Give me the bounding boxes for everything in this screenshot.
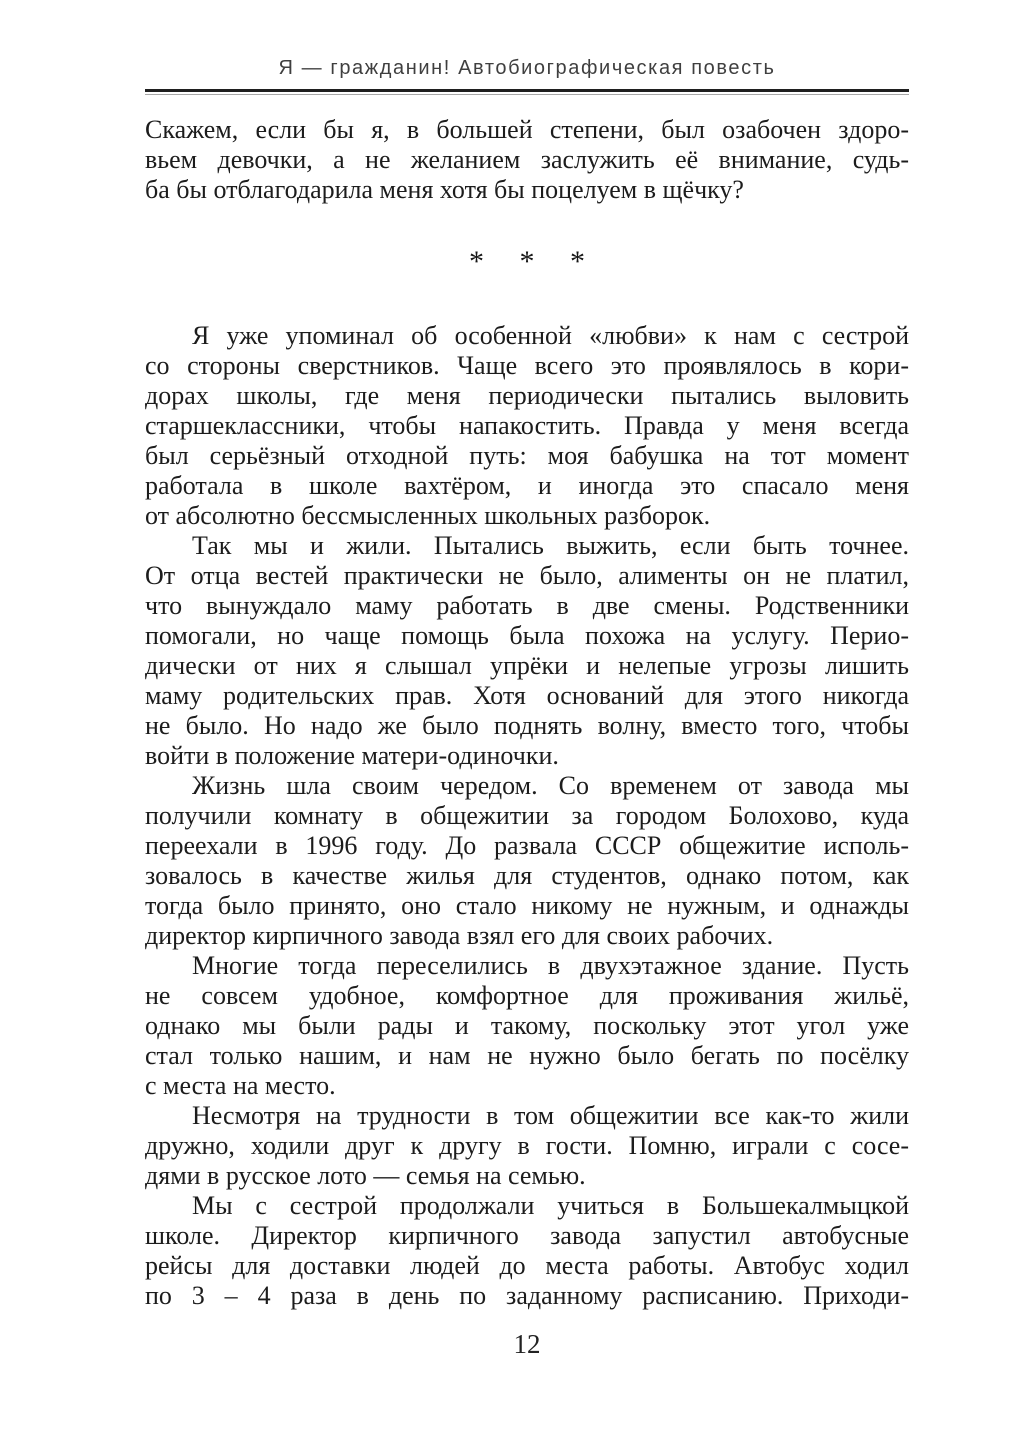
text-line: Жизнь шла своим чередом. Со временем от завода мы: [192, 771, 909, 800]
text-line: вьем девочки, а не желанием заслужить её внимание, судь-: [145, 145, 909, 174]
text-line: получили комнату в общежитии за городом Болохово, куда: [145, 801, 909, 830]
text-line: был серьёзный отходной путь: моя бабушка на тот момент: [145, 441, 909, 470]
text-line: со стороны сверстников. Чаще всего это проявлялось в кори-: [145, 351, 909, 380]
text-line: стал только нашим, и нам не нужно было бегать по посёлку: [145, 1041, 909, 1070]
page-content: [145, 0, 909, 1359]
text-line: дями в русское лото — семья на семью.: [145, 1161, 586, 1190]
text-line: тогда было принято, оно стало никому не нужным, и однажды: [145, 891, 909, 920]
text-line: однако мы были рады и такому, поскольку этот угол уже: [145, 1011, 909, 1040]
text-line: Я уже упоминал об особенной «любви» к нам с сестрой: [192, 321, 909, 350]
paragraph: [145, 1101, 909, 1191]
text-line: Так мы и жили. Пытались выжить, если быть точнее.: [192, 531, 909, 560]
paragraph: [145, 115, 909, 205]
paragraph: [145, 321, 909, 531]
text-line: Многие тогда переселились в двухэтажное здание. Пусть: [192, 951, 909, 980]
running-header: Я — гражданин! Автобиографическая повесть: [278, 57, 776, 79]
text-line: Скажем, если бы я, в большей степени, был озабочен здоро-: [145, 115, 909, 144]
text-line: с места на место.: [145, 1071, 336, 1100]
text-line: помогали, но чаще помощь была похожа на услугу. Перио-: [145, 621, 909, 650]
text-line: Несмотря на трудности в том общежитии все как-то жили: [192, 1101, 909, 1130]
section-separator: * * *: [469, 245, 585, 278]
page-number: 12: [513, 1329, 541, 1359]
text-line: От отца вестей практически не было, алименты он не платил,: [145, 561, 909, 590]
text-line: работала в школе вахтёром, и иногда это спасало меня: [145, 471, 909, 500]
text-line: Мы с сестрой продолжали учиться в Большекалмыцкой: [192, 1191, 909, 1220]
text-line: школе. Директор кирпичного завода запустил автобусные: [145, 1221, 909, 1250]
text-line: переехали в 1996 году. До развала СССР общежитие исполь-: [145, 831, 909, 860]
paragraph: [145, 771, 909, 951]
header-rule: [145, 89, 909, 95]
text-line: старшеклассники, чтобы напакостить. Правда у меня всегда: [145, 411, 909, 440]
text-line: директор кирпичного завода взял его для своих рабочих.: [145, 921, 774, 950]
paragraph: [145, 531, 909, 771]
text-line: дорах школы, где меня периодически пытались выловить: [145, 381, 909, 410]
paragraph: [145, 951, 909, 1101]
header-rule-thin-line: [145, 94, 909, 95]
text-line: по 3 – 4 раза в день по заданному расписанию. Приходи-: [145, 1281, 909, 1310]
text-line: не было. Но надо же было поднять волну, вместо того, чтобы: [145, 711, 909, 740]
text-line: войти в положение матери-одиночки.: [145, 741, 559, 770]
text-line: зовалось в качестве жилья для студентов, однако потом, как: [145, 861, 909, 890]
body-text: [145, 115, 909, 1311]
text-line: дружно, ходили друг к другу в гости. Помню, играли с сосе-: [145, 1131, 909, 1160]
text-line: рейсы для доставки людей до места работы. Автобус ходил: [145, 1251, 909, 1280]
text-line: ба бы отблагодарила меня хотя бы поцелуем в щёчку?: [145, 175, 744, 204]
text-line: что вынуждало маму работать в две смены. Родственники: [145, 591, 909, 620]
text-line: маму родительских прав. Хотя оснований для этого никогда: [145, 681, 909, 710]
text-line: от абсолютно бессмысленных школьных разборок.: [145, 501, 711, 530]
text-line: не совсем удобное, комфортное для проживания жильё,: [145, 981, 909, 1010]
paragraph: [145, 1191, 909, 1311]
header-rule-thick-line: [145, 89, 909, 92]
text-line: дически от них я слышал упрёки и нелепые угрозы лишить: [145, 651, 909, 680]
